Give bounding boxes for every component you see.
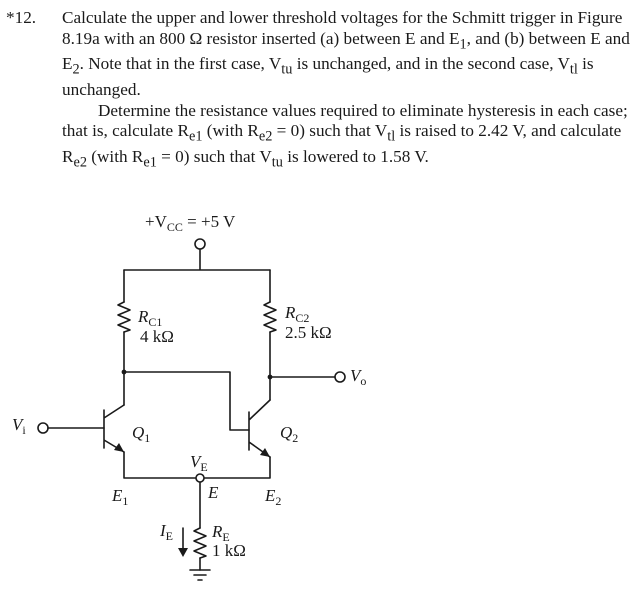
label-q2: $Q_2$ [280,423,299,445]
coupling-wire [124,372,249,430]
label-re: $R_E$ [212,522,230,544]
label-rc1: $R_{C1}$ [138,307,163,329]
label-ve: $V_E$ [190,452,208,474]
label-vo: $V_o$ [350,366,367,388]
rc1-resistor [118,302,130,332]
label-vcc: $+V_{CC} = +5$ V [145,212,236,234]
label-e2: $E_2$ [265,486,282,508]
label-q1: $Q_1$ [132,423,151,445]
problem-part-b: Determine the resistance values required to eliminate hysteresis in each case; that is, calculate $R_{e1}$ (with $R_{e2} = 0$) such that $V_{tl}$ is raised to 2.42 V, and calculate $R_{e2}$ (with $R_{e1} = 0$) such that $V_{tu}$ is lowered to 1.58 V. [62,100,628,171]
vcc-terminal [195,239,205,249]
label-re-value: 1 kΩ [212,541,246,560]
node-e [196,474,204,482]
q1-transistor [104,405,124,452]
node-coupling [122,370,127,375]
problem-part-a: *12. Calculate the upper and lower threshold voltages for the Schmitt trigger in Figure 8.19a with an 800 Ω resistor inserted (a) between E and $E_1$, and (b) between E and $E_2$. Note that in the first case, $V_{tu}$ is unchanged, and in the second case, $V_{tl}$ is unchanged. [6,8,630,100]
label-rc1-value: 4 kΩ [140,327,174,346]
ground-symbol [190,570,210,580]
e1-wire [124,452,200,478]
re-resistor [194,528,206,558]
label-rc2-value: 2.5 kΩ [285,323,332,342]
problem-number: *12. [6,8,37,27]
label-e1: $E_1$ [112,486,129,508]
q2-emitter-arrow [260,448,270,457]
e2-wire [200,457,270,478]
label-vi: $V_i$ [12,415,26,437]
vcc-wire [124,250,270,270]
rc2-resistor [264,302,276,332]
input-terminal [38,423,48,433]
ie-arrow-head [178,548,188,557]
label-ie: $I_E$ [160,521,174,543]
label-rc2: $R_{C2}$ [285,303,310,325]
node-output [268,375,273,380]
output-terminal [335,372,345,382]
label-e: E [208,483,219,502]
q2-transistor [249,400,270,457]
